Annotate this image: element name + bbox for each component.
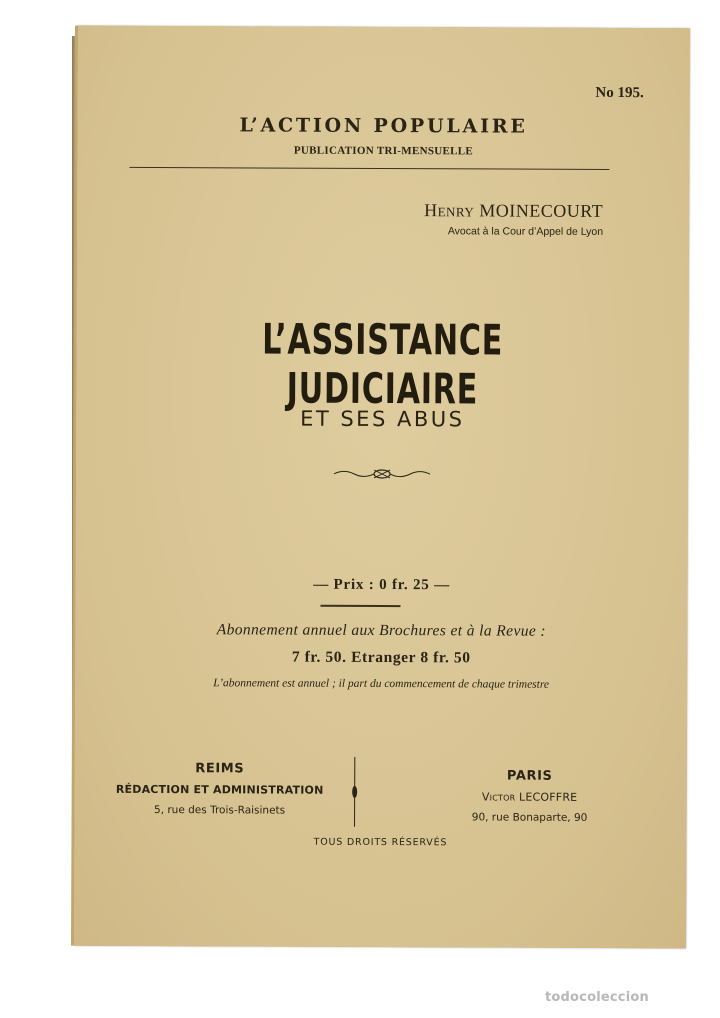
rights-notice: TOUS DROITS RÉSERVÉS [313,836,448,849]
document-subtitle: ET SES ABUS [300,406,465,432]
price-rule [320,605,400,607]
watermark-logo: todocoleccion [545,990,649,1005]
publication-frequency: PUBLICATION TRI-MENSUELLE [293,144,474,158]
author-name [317,200,603,222]
issue-number: No 195. [595,84,644,102]
paris-address-block [405,768,655,824]
header-rule [129,167,609,170]
column-divider-ornament-icon [351,757,359,827]
subscription-price: 7 fr. 50. Etranger 8 fr. 50 [291,648,471,667]
paris-publisher [405,790,655,804]
series-title: L’ACTION POPULAIRE [239,114,528,138]
reims-address-block [95,761,345,817]
ornament-flourish-icon [332,467,432,481]
author-last-name: MOINECOURT [479,200,604,221]
publisher-last-name: LECOFFRE [519,790,578,804]
author-affiliation: Avocat à la Cour d’Appel de Lyon [447,225,604,238]
reims-street: 5, rue des Trois-Raisinets [153,804,286,817]
document-title: L’ASSISTANCE JUDICIAIRE [262,314,504,414]
subscription-line: Abonnement annuel aux Brochures et à la Revue : [216,621,547,640]
price-line: — Prix : 0 fr. 25 — [313,576,450,594]
publisher-first-name: Victor [481,790,516,804]
author-first-name: Henry [424,200,475,221]
paris-city: PARIS [506,768,553,784]
reims-city: REIMS [195,761,245,777]
paris-street: 90, rue Bonaparte, 90 [471,811,588,824]
booklet-cover [74,26,690,949]
subscription-note: L’abonnement est annuel ; il part du commencement de chaque trimestre [213,677,550,691]
reims-department: RÉDACTION ET ADMINISTRATION [115,782,324,797]
